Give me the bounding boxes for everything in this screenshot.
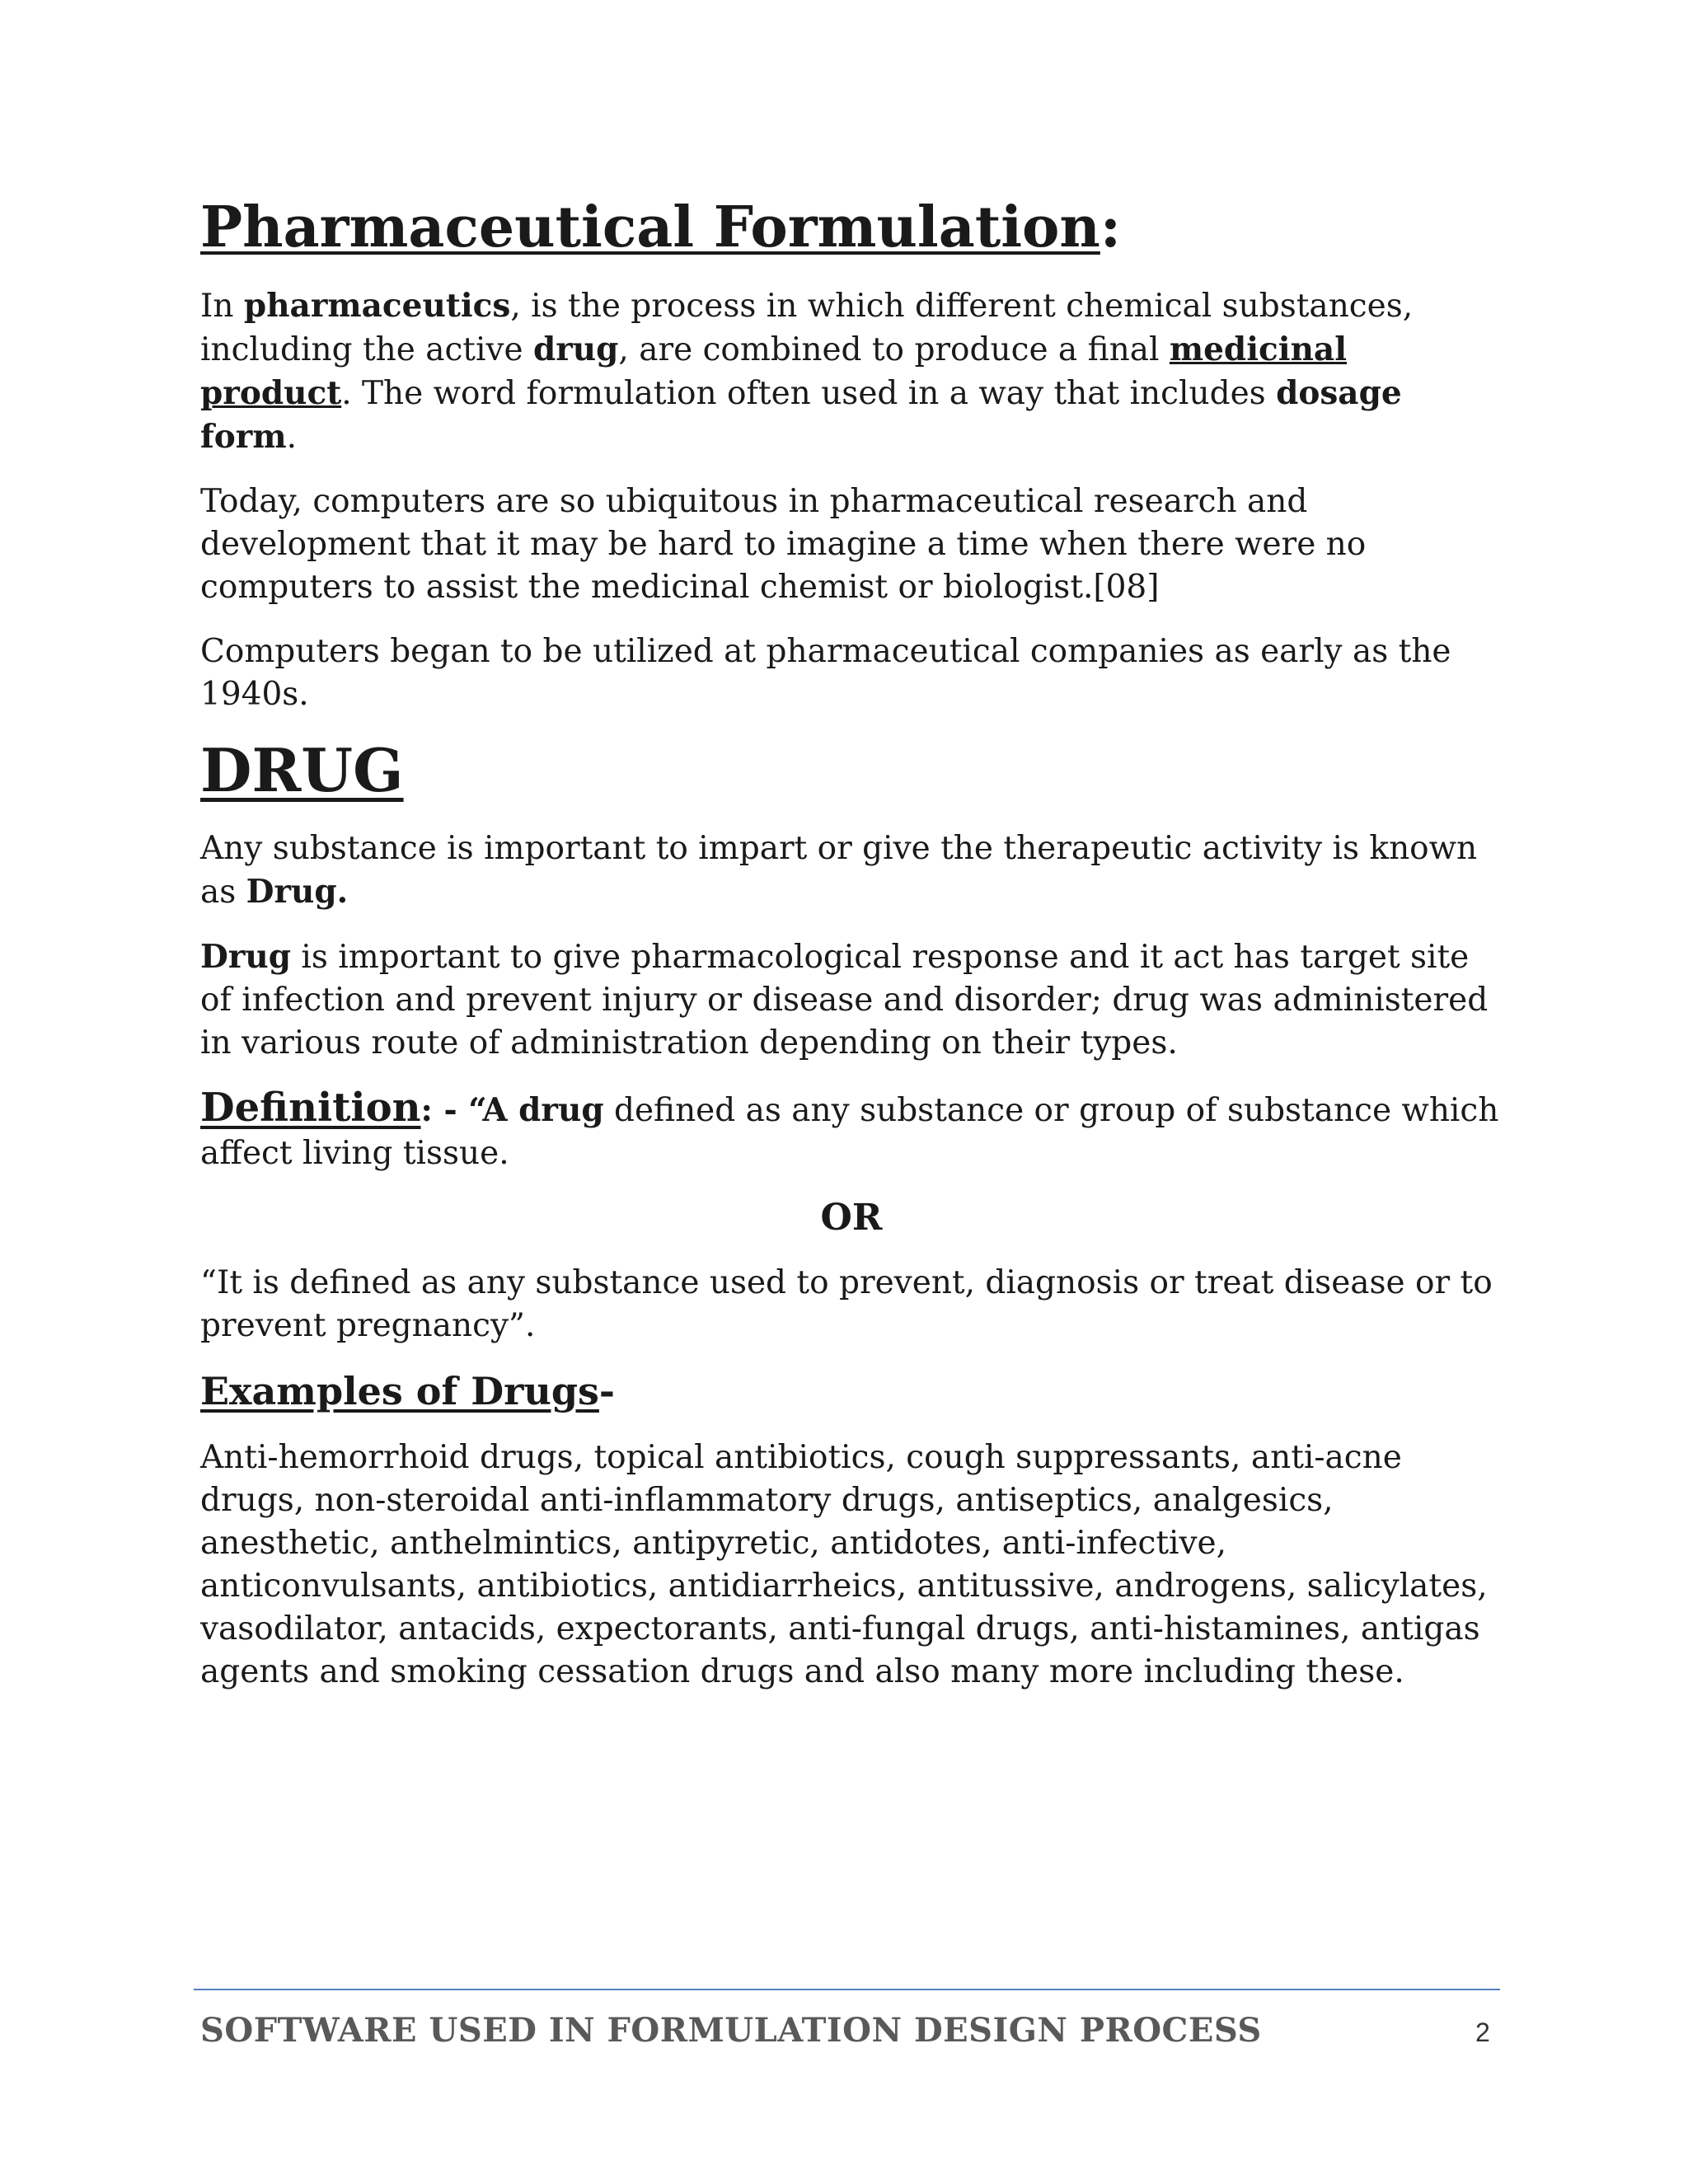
- section-heading-drug: DRUG: [200, 735, 404, 806]
- paragraph-definition-alt: “It is defined as any substance used to prevent, diagnosis or treat disease or to prevent pregnancy”.: [200, 1264, 1493, 1345]
- or-separator: OR: [820, 1197, 883, 1240]
- paragraph-computers-1940s: Computers began to be utilized at pharmaceutical companies as early as the 1940s.: [200, 633, 1451, 714]
- paragraph-definition: Definition: - “A drug defined as any substance or group of substance which affect living tissue.: [200, 1085, 1499, 1173]
- examples-heading: Examples of Drugs-: [200, 1369, 615, 1414]
- paragraph-pharmaceutics: In pharmaceutics, is the process in which different chemical substances, including the active drug, are combined to produce a final medicinal product. The word formulation often used in a way that includes dosage form.: [200, 287, 1414, 457]
- footer-title: SOFTWARE USED IN FORMULATION DESIGN PROCESS: [200, 2011, 1262, 2050]
- paragraph-drug-response: Drug is important to give pharmacological response and it act has target site of infection and prevent injury or disease and disorder; drug was administered in various route of administration depending on their types.: [200, 938, 1489, 1062]
- paragraph-computers-ubiquitous: Today, computers are so ubiquitous in pharmaceutical research and development that it may be hard to imagine a time when there were no computers to assist the medicinal chemist or biologist.[08]: [200, 483, 1367, 607]
- section-heading-pharmaceutical-formulation: Pharmaceutical Formulation:: [200, 194, 1121, 260]
- paragraph-drug-intro: Any substance is important to impart or give the therapeutic activity is known as Drug.: [200, 830, 1478, 912]
- page-number: 2: [1475, 2018, 1490, 2047]
- footer-rule: [194, 1989, 1500, 1990]
- paragraph-examples-list: Anti-hemorrhoid drugs, topical antibiotics, cough suppressants, anti-acne drugs, non-steroidal anti-inflammatory drugs, antiseptics, analgesics, anesthetic, anthelmintics, antipyretic, antidotes, anti-infective, anticonvulsants, antibiotics, antidiarrheics, antitussive, androgens, salicylates, vasodilator, antacids, expectorants, anti-fungal drugs, anti-histamines, antigas agents and smoking cessation drugs and also many more including these.: [200, 1438, 1488, 1690]
- document-body: [200, 185, 1503, 1715]
- definition-label: Definition: [200, 1085, 421, 1132]
